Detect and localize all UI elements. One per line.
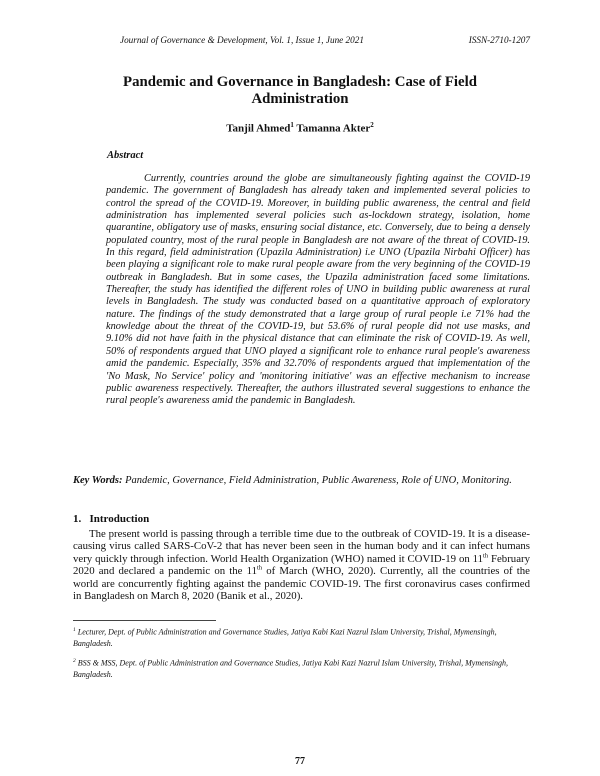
issn: ISSN-2710-1207 — [468, 35, 530, 45]
footnote — [73, 625, 530, 650]
paper-title: Pandemic and Governance in Bangladesh: Case of Field Administration — [123, 74, 477, 107]
journal-citation: Journal of Governance & Development, Vol. 1, Issue 1, June 2021 — [120, 35, 364, 45]
ordinal-suffix: th — [257, 564, 263, 572]
author-affiliation-mark: 2 — [370, 121, 374, 129]
section-heading: 1. Introduction — [73, 513, 150, 525]
keywords — [73, 475, 530, 488]
footnote — [73, 656, 530, 681]
author-name: Tanjil Ahmed — [226, 122, 291, 135]
abstract-body: Currently, countries around the globe are simultaneously fighting against the COVID-19 pandemic. The government of Bangladesh has already taken and implemented several policies to control the spread of the COVID-19. Moreover, in building public awareness, the central and field administration has implemented several policies such as-lockdown strategy, isolation, home quarantine, obligatory use of masks, ensuring social distance, etc. Conversely, due to being a densely populated country, most of the rural people in Bangladesh are not aware of the threat of COVID-19. In this regard, field administration (Upazila Administration) i.e UNO (Upazila Nirbahi Officer) has been playing a significant role to make rural people aware from the very beginning of the COVID-19 outbreak in Bangladesh. But in some cases, the Upazila administration faced some limitations. Thereafter, the study has identified the different roles of UNO in building public awareness at rural levels in Bangladesh. The study was conducted based on a quantitative approach of exploratory nature. The findings of the study demonstrated that a large group of rural people i.e 71% had the knowledge about the threat of the COVID-19, but 53.6% of rural people did not use masks, and 9.10% did not have faith in the physical distance that can eliminate the risk of COVID-19. As well, 50% of respondents argued that UNO played a significant role to enhance rural people's awareness amid the pandemic. Especially, 35% and 32.70% of respondents argued that implementation of the 'No Mask, No Service' policy and 'monitoring initiative' was an effective mechanism to increase public awareness respectively. Thereafter, the authors illustrated several suggestions to enhance the rural people's awareness amid the pandemic in Bangladesh. — [106, 173, 530, 407]
footnote-text: Lecturer, Dept. of Public Administration and Governance Studies, Jatiya Kabi Kazi Nazrul Islam University, Trishal, Mymensingh, Bangladesh. — [73, 627, 497, 649]
footnote-mark: 1 — [73, 627, 76, 633]
intro-text: February 2020 and declared a pandemic on the 11 — [73, 552, 530, 578]
footnote-divider — [73, 620, 216, 621]
introduction-paragraph — [73, 528, 530, 602]
intro-text: The present world is passing through a terrible time due to the outbreak of COVID-19. It is a disease-causing virus called SARS-CoV-2 that has never been seen in the human body and it can infect humans very quickly through infection. World Health Organization (WHO) named it COVID-19 on 11 — [73, 528, 530, 565]
footnote-text: BSS & MSS, Dept. of Public Administration and Governance Studies, Jatiya Kabi Kazi Nazrul Islam University, Trishal, Mymensingh, Bangladesh. — [73, 658, 509, 680]
page-number: 77 — [295, 756, 305, 767]
keywords-text: Pandemic, Governance, Field Administration, Public Awareness, Role of UNO, Monitoring. — [125, 475, 512, 486]
footnote-mark: 2 — [73, 658, 76, 664]
author-affiliation-mark: 1 — [290, 121, 294, 129]
author-name: Tamanna Akter — [296, 122, 371, 135]
intro-text: of March (WHO, 2020). Currently, all the countries of the world are concurrently fighting against the pandemic COVID-19. The first coronavirus cases confirmed in Bangladesh on March 8, 2020 (Banik et al., 2020). — [73, 565, 530, 603]
abstract-heading: Abstract — [107, 150, 144, 161]
keywords-label: Key Words: — [73, 475, 123, 486]
ordinal-suffix: th — [483, 552, 489, 560]
author-line — [0, 121, 600, 135]
running-header — [120, 35, 530, 45]
